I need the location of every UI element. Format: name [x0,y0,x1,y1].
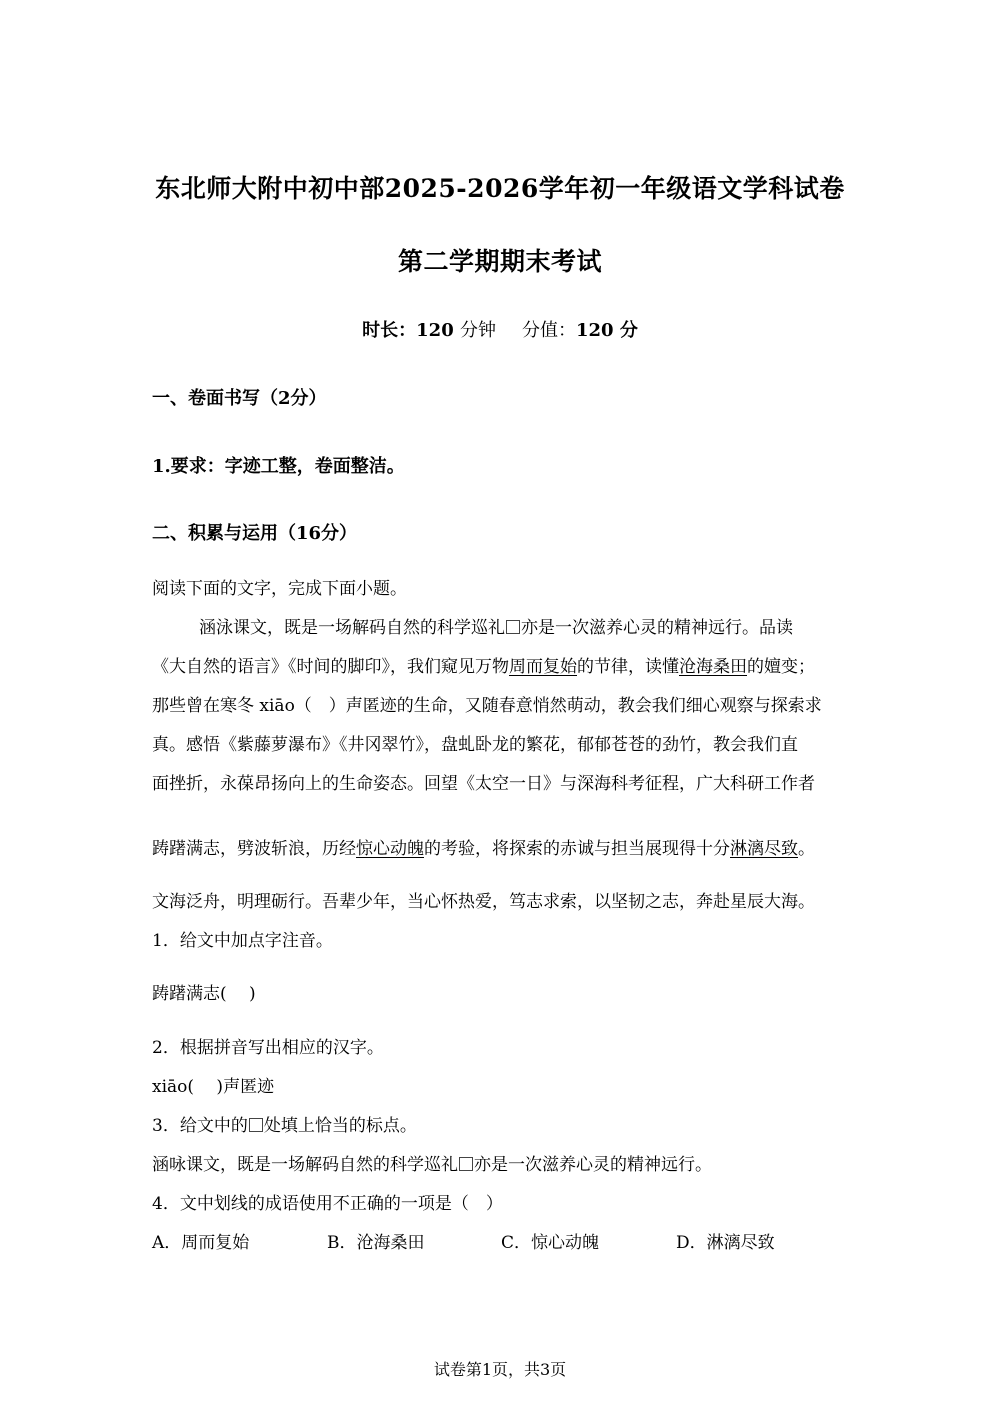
passage-text: 《大自然的语言》《时间的脚印》，我们窥见万物 [152,657,509,677]
blank-box [249,1118,263,1132]
passage-text: 的嬗变； [747,657,815,677]
question-text: 3．给文中的 [152,1116,248,1136]
exam-subtitle: 第二学期期末考试 [397,247,602,276]
question-4: 4．文中划线的成语使用不正确的一项是（ ） [152,1194,503,1214]
question-text: 涵咏课文，既是一场解码自然的科学巡礼 [152,1155,458,1175]
exam-meta [0,316,1000,342]
passage-text: 的节律，读懂 [577,657,679,677]
question-1: 1．给文中加点字注音。 [152,931,333,951]
question-2: 2．根据拼音写出相应的汉字。 [152,1038,384,1058]
option-a: A．周而复始 [152,1233,250,1253]
underlined-idiom: 周而复始 [509,657,577,677]
score-unit: 分 [619,320,638,341]
score-label: 分值： [522,320,576,341]
underlined-idiom: 淋漓尽致 [730,839,798,859]
duration-unit: 分钟 [460,320,496,341]
section1-heading: 一、卷面书写（2分） [152,388,327,409]
question-text: 处填上恰当的标点。 [263,1116,417,1136]
passage-text: 涵泳课文，既是一场解码自然的科学巡礼 [199,618,505,638]
score-value: 120 [576,320,614,341]
passage-line-1 [199,613,793,638]
underlined-idiom: 沧海桑田 [679,657,747,677]
passage-line-5: 面挫折，永葆昂扬向上的生命姿态。回望《太空一日》与深海科考征程，广大科研工作者 [152,774,815,794]
passage-line-2 [152,652,815,677]
blank-box [459,1157,473,1171]
passage-line-3: 那些曾在寒冬 xiāo（ ）声匿迹的生命，又随春意悄然萌动，教会我们细心观察与探索求 [152,696,822,716]
passage-text: 踌躇满志，劈波斩浪，历经 [152,839,356,859]
passage-text: 。 [798,839,815,859]
passage-line-7: 文海泛舟，明理砺行。吾辈少年，当心怀热爱，笃志求索，以坚韧之志，奔赴星辰大海。 [152,892,815,912]
passage-text: 的考验，将探索的赤诚与担当展现得十分 [424,839,730,859]
question-3-sentence [152,1150,712,1175]
question-1-answer: 踌躇满志( ) [152,984,256,1004]
passage-line-4: 真。感悟《紫藤萝瀑布》《井冈翠竹》，盘虬卧龙的繁花，郁郁苍苍的劲竹，教会我们直 [152,735,798,755]
question-3 [152,1111,417,1136]
passage-text: 亦是一次滋养心灵的精神远行。品读 [521,618,793,638]
question-2-answer: xiāo( )声匿迹 [152,1077,275,1097]
exam-title: 东北师大附中初中部2025-2026学年初一年级语文学科试卷 [155,174,845,203]
question-text: 亦是一次滋养心灵的精神远行。 [474,1155,712,1175]
underlined-idiom: 惊心动魄 [356,839,424,859]
option-c: C．惊心动魄 [501,1233,600,1253]
option-b: B．沧海桑田 [327,1233,425,1253]
page-footer: 试卷第1页，共3页 [433,1360,567,1379]
option-d: D．淋漓尽致 [676,1233,775,1253]
section1-requirement: 1.要求：字迹工整，卷面整洁。 [152,456,405,477]
duration-value: 120 [416,320,454,341]
section2-heading: 二、积累与运用（16分） [152,523,358,544]
reading-instruction: 阅读下面的文字，完成下面小题。 [152,579,407,599]
duration-label: 时长： [362,320,417,341]
blank-box [506,620,520,634]
passage-line-6 [152,834,815,859]
